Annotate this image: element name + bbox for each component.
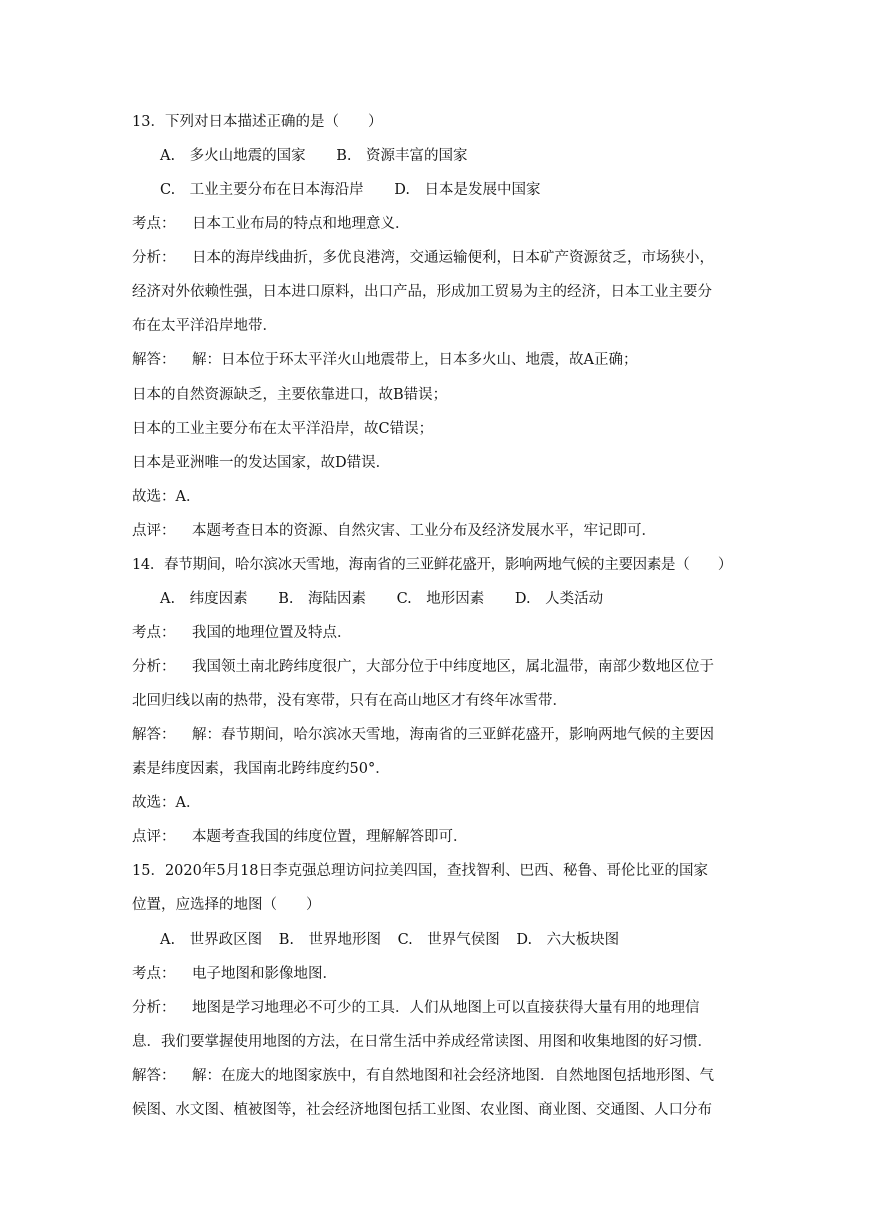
q13-jieda-line3: 日本的工业主要分布在太平洋沿岸，故C错误； [132, 421, 434, 437]
q15-stem-line2: 位置，应选择的地图（ ） [132, 897, 321, 913]
dianping-label: 点评： [132, 523, 176, 539]
q13-stem: 13．下列对日本描述正确的是（ ） [132, 114, 383, 130]
q15-jieda-text1: 解：在庞大的地图家族中，有自然地图和社会经济地图．自然地图包括地形图、气 [192, 1068, 714, 1084]
q13-jieda-line2: 日本的自然资源缺乏，主要依靠进口，故B错误； [132, 387, 448, 403]
q15-option-b: B. 世界地形图 [278, 932, 381, 948]
q14-jieda-text1: 解：春节期间，哈尔滨冰天雪地，海南省的三亚鲜花盛开，影响两地气候的主要因 [192, 727, 714, 743]
q14-jieda-line1 [132, 725, 742, 745]
q13-dianping-text: 本题考查日本的资源、自然灾害、工业分布及经济发展水平，牢记即可． [192, 523, 656, 539]
q13-option-c: C. 工业主要分布在日本海沿岸 [160, 182, 364, 198]
kaodian-label: 考点： [132, 216, 176, 232]
q13-options-row1 [160, 146, 770, 166]
fenxi-label: 分析： [132, 250, 176, 266]
jieda-label: 解答： [132, 727, 176, 743]
q15-fenxi-line2: 息．我们要掌握使用地图的方法，在日常生活中养成经常读图、用图和收集地图的好习惯． [132, 1034, 712, 1050]
q14-kaodian [132, 623, 742, 643]
q14-option-a: A. 纬度因素 [160, 591, 248, 607]
q15-option-a: A. 世界政区图 [160, 932, 263, 948]
q13-kaodian-text: 日本工业布局的特点和地理意义． [192, 216, 410, 232]
fenxi-label: 分析： [132, 1000, 176, 1016]
jieda-label: 解答： [132, 1068, 176, 1084]
q13-option-b: B. 资源丰富的国家 [336, 148, 468, 164]
q14-option-b: B. 海陆因素 [278, 591, 366, 607]
q15-kaodian [132, 964, 742, 984]
kaodian-label: 考点： [132, 966, 176, 982]
fenxi-label: 分析： [132, 659, 176, 675]
q14-option-d: D. 人类活动 [514, 591, 604, 607]
q13-fenxi-line1 [132, 248, 742, 268]
q14-fenxi-text1: 我国领土南北跨纬度很广，大部分位于中纬度地区，属北温带，南部少数地区位于 [192, 659, 714, 675]
kaodian-label: 考点： [132, 625, 176, 641]
q13-fenxi-line2: 经济对外依赖性强，日本进口原料，出口产品，形成加工贸易为主的经济，日本工业主要分 [132, 284, 712, 300]
q14-dianping-text: 本题考查我国的纬度位置，理解解答即可． [192, 829, 468, 845]
dianping-label: 点评： [132, 829, 176, 845]
q14-kaodian-text: 我国的地理位置及特点． [192, 625, 352, 641]
q14-fenxi-line1 [132, 657, 742, 677]
q13-dianping [132, 521, 742, 541]
q15-kaodian-text: 电子地图和影像地图． [192, 966, 337, 982]
q13-options-row2 [160, 180, 770, 200]
q15-option-d: D. 六大板块图 [516, 932, 620, 948]
q13-option-a: A. 多火山地震的国家 [160, 148, 306, 164]
q15-fenxi-line1 [132, 998, 742, 1018]
q13-jieda-text: 解：日本位于环太平洋火山地震带上，日本多火山、地震，故A正确； [192, 352, 638, 368]
q14-stem: 14．春节期间，哈尔滨冰天雪地，海南省的三亚鲜花盛开，影响两地气候的主要因素是（ ） [132, 557, 733, 573]
q15-option-c: C. 世界气侯图 [397, 932, 500, 948]
q14-option-c: C. 地形因素 [396, 591, 485, 607]
q14-answer: 故选：A． [132, 795, 201, 811]
q13-jieda [132, 350, 742, 370]
q14-dianping [132, 827, 742, 847]
q15-jieda-line2: 候图、水文图、植被图等，社会经济地图包括工业图、农业图、商业图、交通图、人口分布 [132, 1102, 712, 1118]
q13-option-d: D. 日本是发展中国家 [394, 182, 541, 198]
q15-fenxi-text1: 地图是学习地理必不可少的工具．人们从地图上可以直接获得大量有用的地理信 [192, 1000, 700, 1016]
q13-fenxi-line3: 布在太平洋沿岸地带． [132, 318, 277, 334]
q15-options [160, 930, 770, 950]
q15-jieda-line1 [132, 1066, 742, 1086]
q13-answer: 故选：A． [132, 489, 201, 505]
q14-fenxi-line2: 北回归线以南的热带，没有寒带，只有在高山地区才有终年冰雪带． [132, 693, 567, 709]
q14-jieda-line2: 素是纬度因素，我国南北跨纬度约50°． [132, 761, 390, 777]
q15-stem-line1: 15．2020年5月18日李克强总理访问拉美四国，查找智利、巴西、秘鲁、哥伦比亚的国家 [132, 863, 709, 879]
q14-options [160, 589, 770, 609]
q13-jieda-line4: 日本是亚洲唯一的发达国家，故D错误． [132, 455, 391, 471]
jieda-label: 解答： [132, 352, 176, 368]
q13-kaodian [132, 214, 742, 234]
q13-fenxi-text1: 日本的海岸线曲折，多优良港湾，交通运输便利，日本矿产资源贫乏，市场狭小， [192, 250, 714, 266]
